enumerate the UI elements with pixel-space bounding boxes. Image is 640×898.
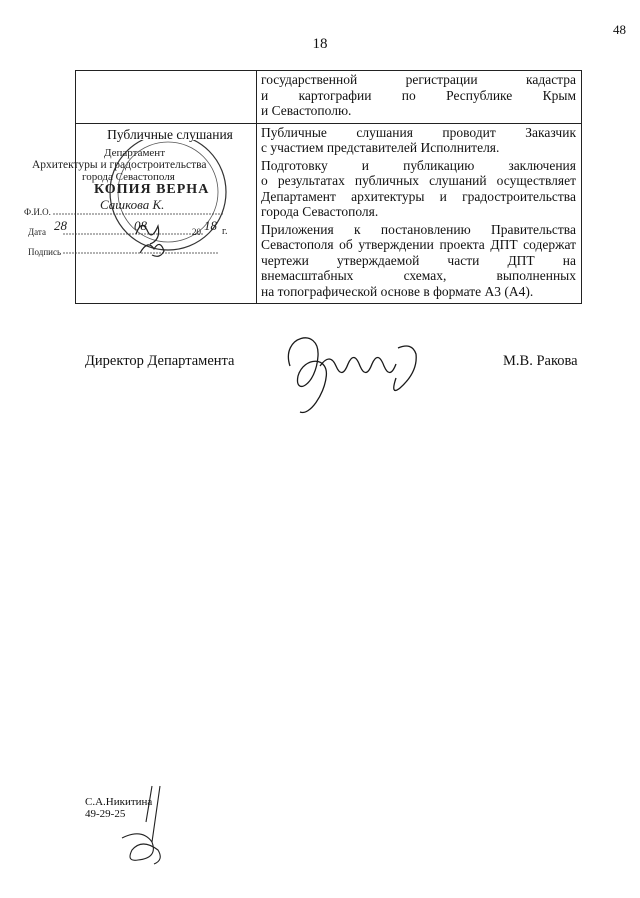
- executor-phone: 49-29-25: [85, 808, 126, 820]
- certification-stamp: [18, 140, 248, 260]
- row-label: Публичные слушания: [107, 126, 233, 142]
- text-line: внемасштабных схемах, выполненных: [261, 268, 576, 283]
- table-cell-content: [257, 123, 582, 304]
- text-line: Севастополя об утверждении проекта ДПТ содержат: [261, 237, 576, 252]
- stamp-line-department: Департамент: [104, 147, 166, 159]
- stamp-date-label: Дата: [28, 227, 46, 237]
- stamp-fio-label: Ф.И.О.: [24, 207, 51, 217]
- stamp-sign-label: Подпись: [28, 247, 62, 257]
- text-line: на топографической основе в формате А3 (А4).: [261, 283, 534, 299]
- stamp-date-year: 18: [204, 218, 217, 233]
- table-cell-label: [76, 71, 257, 124]
- paragraph: [261, 158, 576, 220]
- executor-name: С.А.Никитина: [85, 796, 153, 808]
- table-row: [76, 71, 582, 124]
- stamp-date-day: 28: [54, 218, 67, 233]
- text-line: и картографии по Республике Крым: [261, 87, 576, 103]
- text-line: Приложения к постановлению Правительства: [261, 221, 576, 237]
- text-line: Подготовку и публикацию заключения: [261, 157, 576, 173]
- table-cell-content: [257, 71, 582, 124]
- stamp-line-architecture: Архитектуры и градостроительства: [32, 159, 207, 171]
- text-line: чертежи утверждаемой части ДПТ на: [261, 252, 576, 268]
- text-line: с участием представителей Исполнителя.: [261, 140, 500, 155]
- stamp-copy-verified: КОПИЯ ВЕРНА: [94, 182, 210, 197]
- text-line: государственной регистрации кадастра: [261, 72, 576, 87]
- paragraph: [261, 125, 576, 156]
- stamp-fio-value: Сашкова К.: [100, 197, 165, 212]
- text-line: города Севастополя.: [261, 204, 379, 219]
- text-line: о результатах публичных слушаний осуществляет: [261, 173, 576, 188]
- text-line: Департамент архитектуры и градостроительства: [261, 188, 576, 204]
- paragraph: [261, 222, 576, 300]
- director-signature-icon: [280, 326, 440, 418]
- stamp-date-year-prefix: 20: [192, 227, 201, 237]
- text-line: Публичные слушания проводит Заказчик: [261, 124, 576, 140]
- text-line: и Севастополю.: [261, 103, 352, 118]
- stamp-date-suffix: г.: [222, 226, 228, 237]
- signatory-name: М.В. Ракова: [503, 353, 578, 369]
- page-number: 18: [312, 36, 328, 52]
- page-number-top-right: 48: [613, 22, 626, 37]
- stamp-line-city: города Севастополя: [82, 171, 175, 183]
- stamp-date-month: 08: [134, 218, 147, 233]
- signatory-title: Директор Департамента: [85, 353, 235, 369]
